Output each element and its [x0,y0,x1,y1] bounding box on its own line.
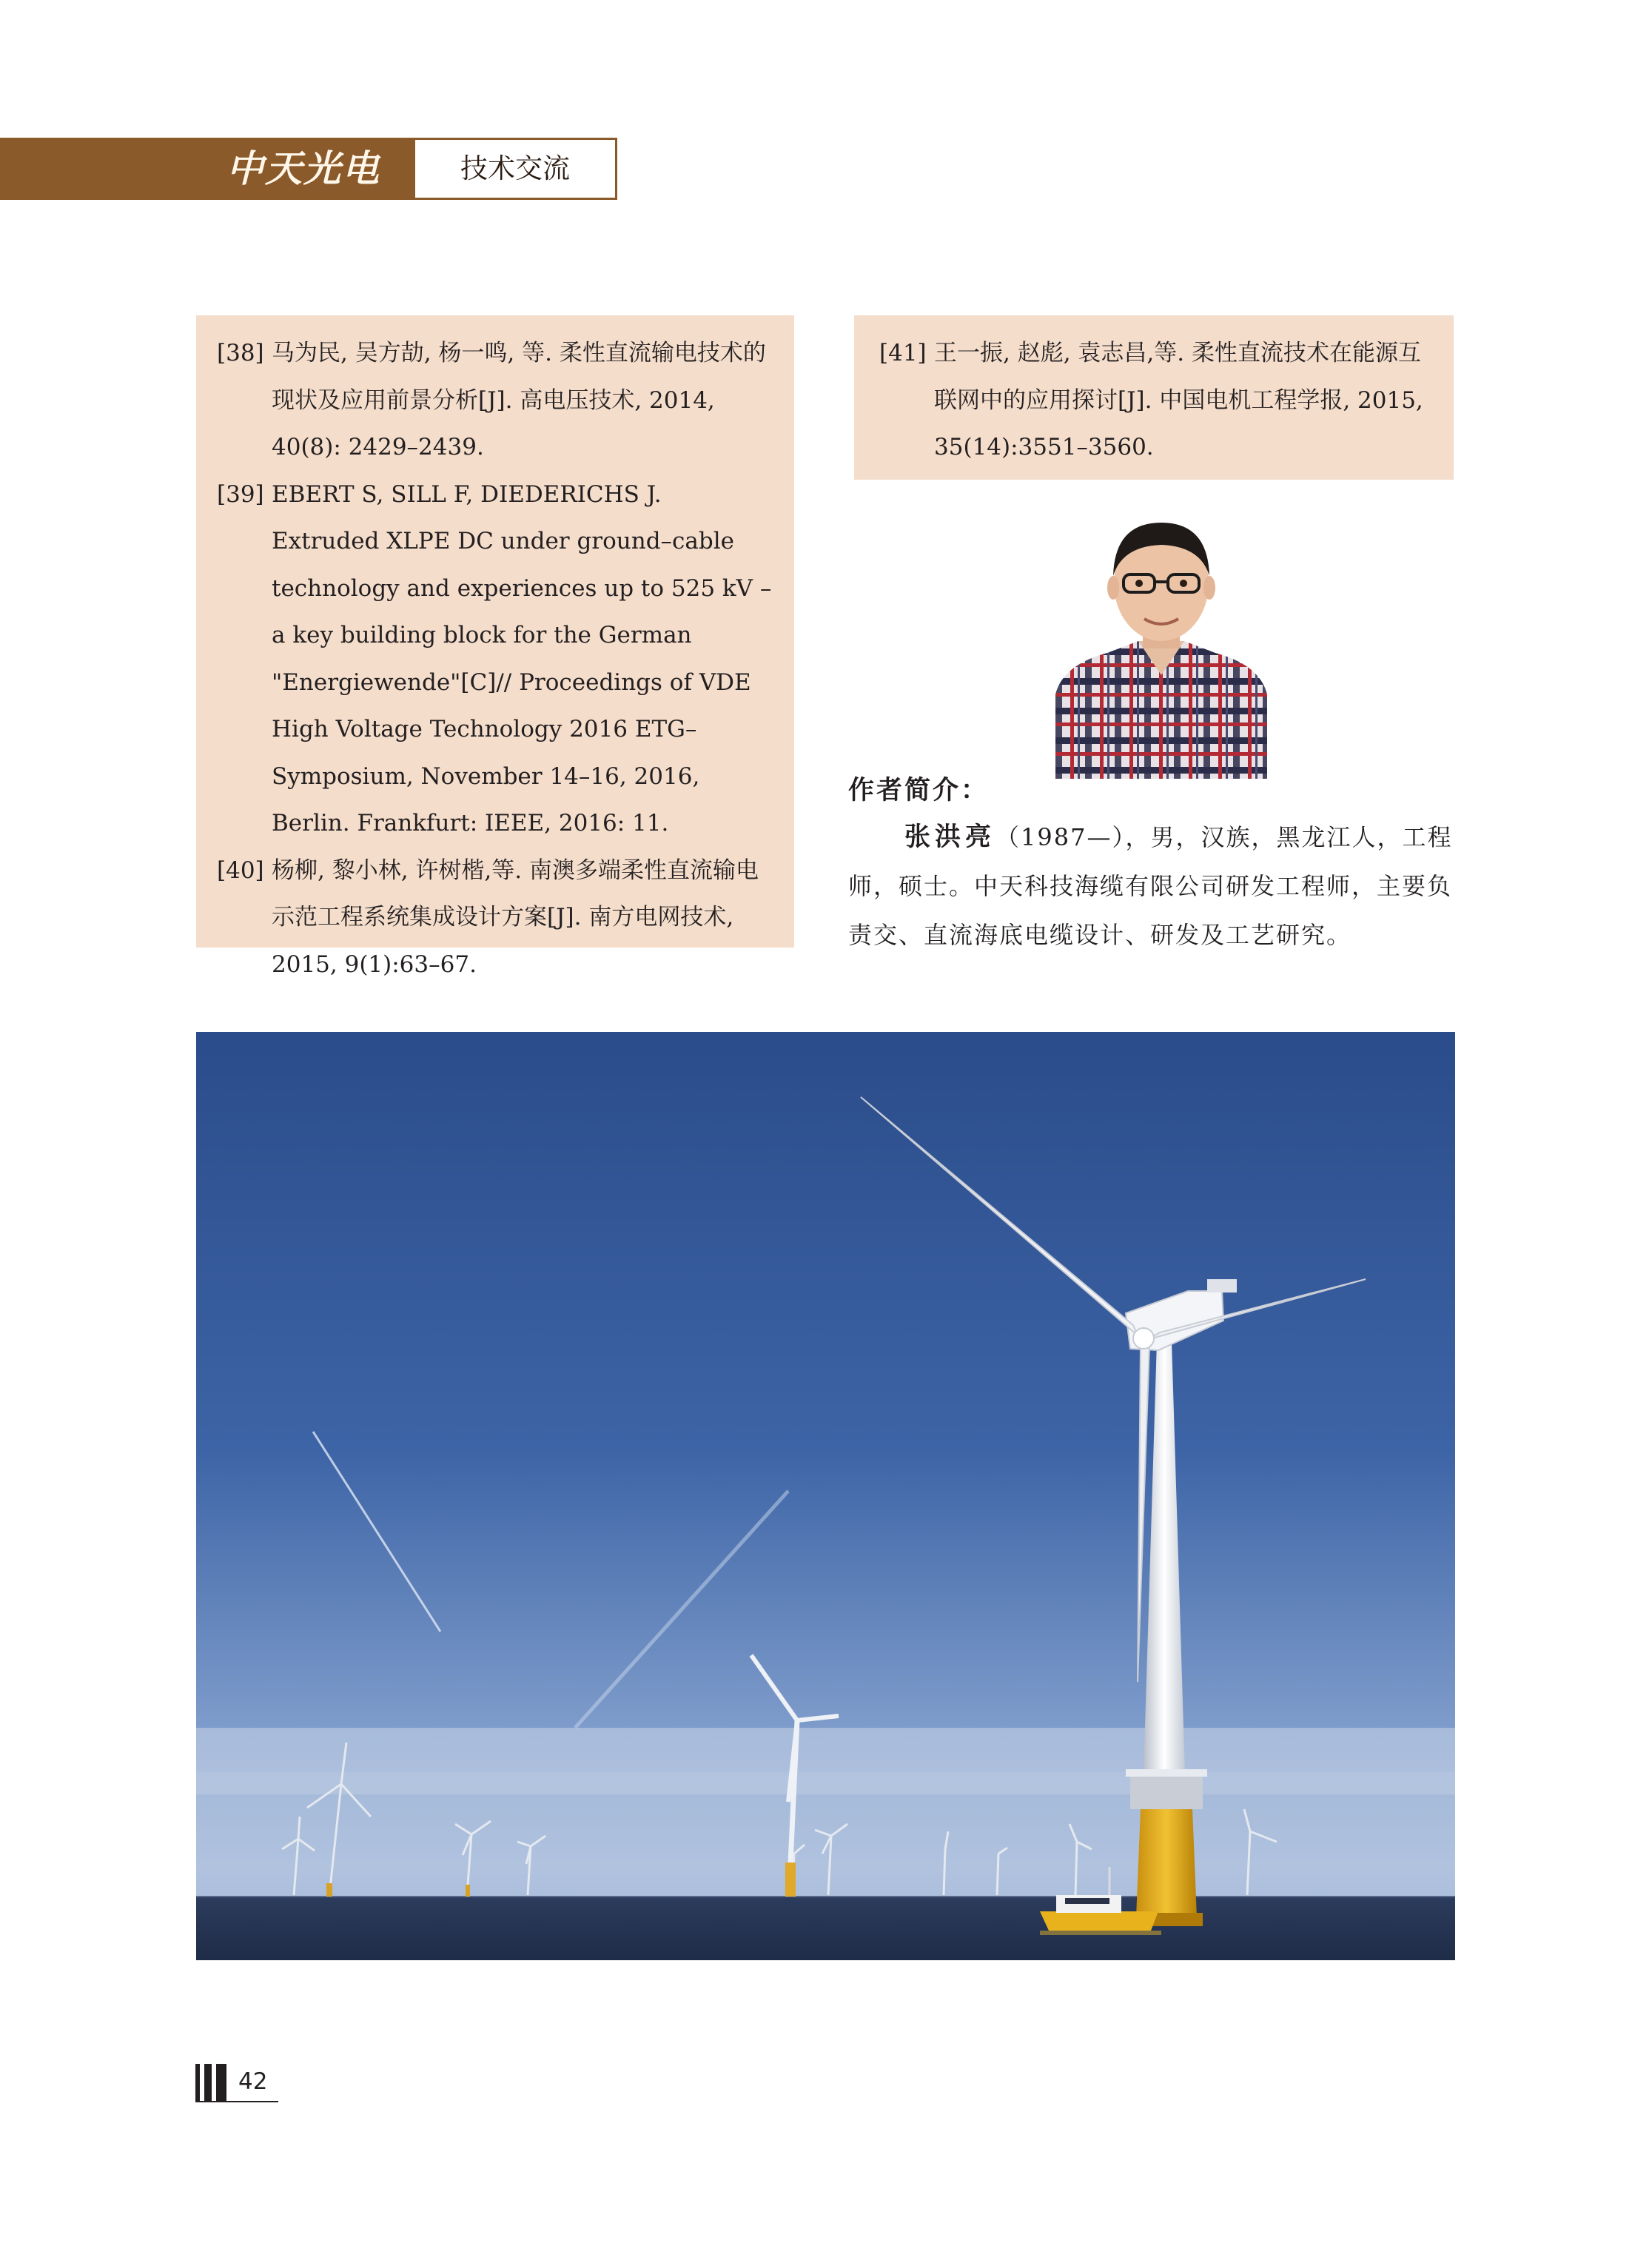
author-name: 张洪亮 [904,822,996,852]
reference-item [854,330,1454,472]
references-box-left [196,315,794,978]
references-box-right [854,315,1454,480]
page-number-bars-icon [195,2064,232,2101]
reference-item [196,330,794,472]
page-number: 42 [238,2068,268,2095]
reference-number: [38] [217,340,264,366]
reference-text: 杨柳, 黎小林, 许树楷,等. 南澳多端柔性直流输电示范工程系统集成设计方案[J]. 南方电网技术, 2015, 9(1):63–67. [272,856,759,978]
reference-item [196,472,794,848]
offshore-wind-farm-photo [196,1032,1455,1960]
reference-number: [41] [879,340,927,366]
reference-text: EBERT S, SILL F, DIEDERICHS J. Extruded XLPE DC under ground–cable technology and experiences up to 525 kV – a key building block for the German "Energiewende"[C]// Proceedings of VDE High Voltage Technology 2016 ETG–Symposium, November 14–16, 2016, Berlin. Frankfurt: IEEE, 2016: 11. [272,480,772,836]
reference-number: [39] [217,480,264,508]
reference-number: [40] [217,856,264,884]
section-tab: 技术交流 [413,138,617,200]
author-heading: 作者简介： [848,775,990,805]
reference-text: 王一振, 赵彪, 袁志昌,等. 柔性直流技术在能源互联网中的应用探讨[J]. 中国电机工程学报, 2015, 35(14):3551–3560. [934,340,1423,460]
author-bio [848,813,1454,959]
author-portrait [1055,500,1267,779]
brand-logo-text: 中天光电 [226,147,380,190]
reference-item [196,848,794,989]
author-bio-text: （1987—），男，汉族，黑龙江人，工程师，硕士。中天科技海缆有限公司研发工程师，主要负责交、直流海底电缆设计、研发及工艺研究。 [848,823,1453,949]
reference-text: 马为民, 吴方劼, 杨一鸣, 等. 柔性直流输电技术的现状及应用前景分析[J]. 高电压技术, 2014, 40(8): 2429–2439. [272,340,766,460]
footer-rule [195,2101,278,2102]
